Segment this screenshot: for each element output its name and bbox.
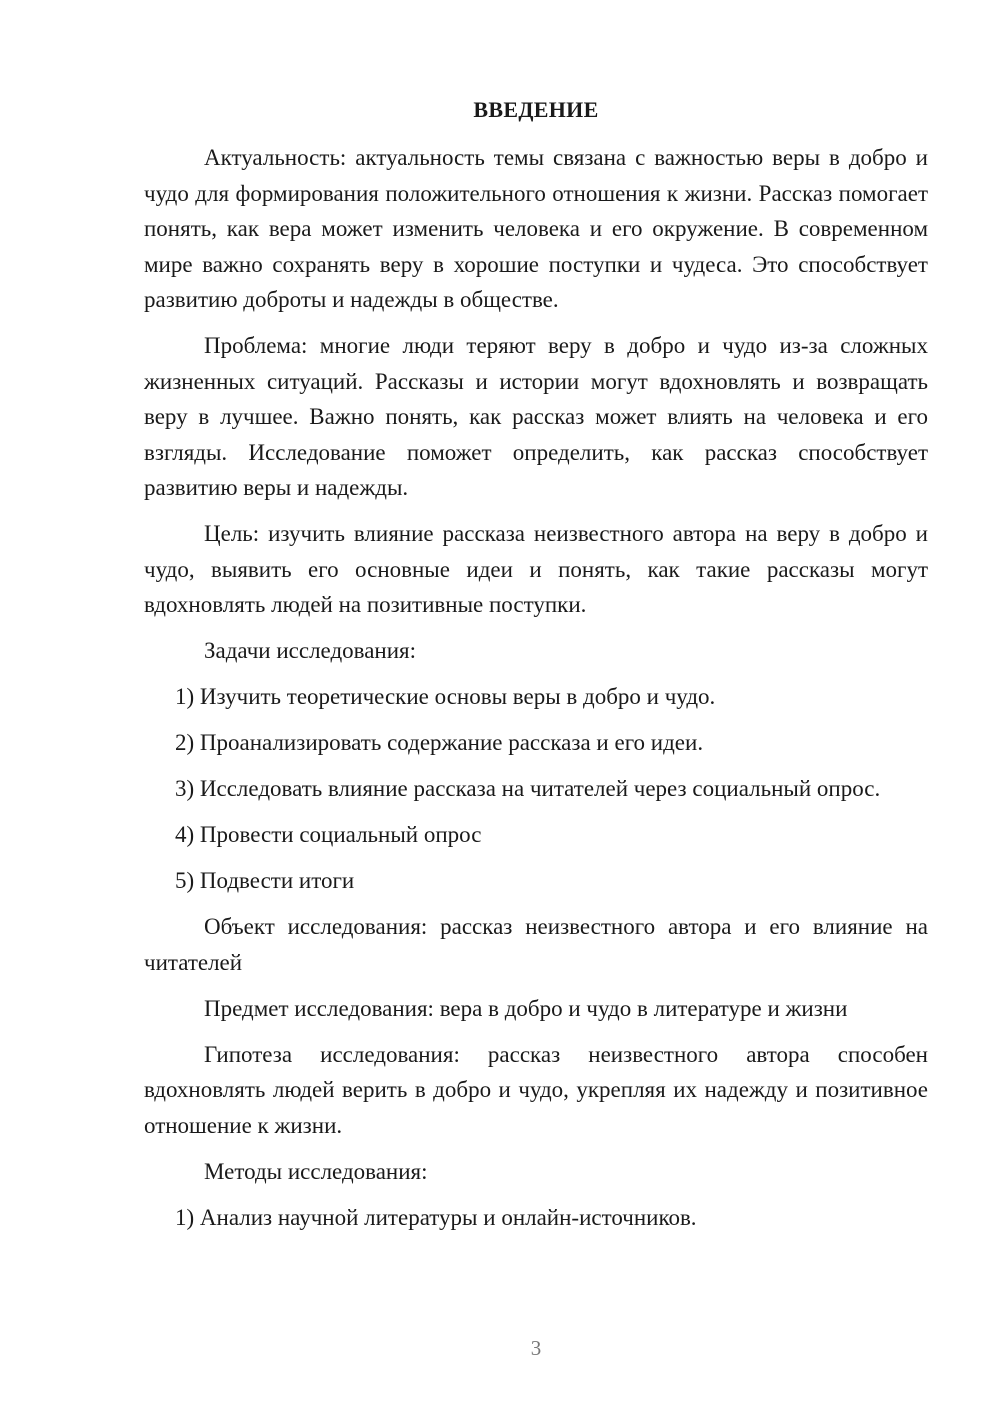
page-number: 3 <box>530 1336 542 1360</box>
paragraph-problem: Проблема: многие люди теряют веру в добро и чудо из-за сложных жизненных ситуаций. Рассказы и истории могут вдохновлять и возвращать веру в лучшее. Важно понять, как рассказ может влиять на человека и его взгляды. Исследование поможет определить, как рассказ способствует развитию веры и надежды. <box>144 333 928 500</box>
paragraph-tasks-heading: Задачи исследования: <box>204 638 417 663</box>
task-item-2: 2) Проанализировать содержание рассказа и его идеи. <box>175 730 704 755</box>
method-item-1: 1) Анализ научной литературы и онлайн-источников. <box>175 1204 697 1230</box>
task-item-3: 3) Исследовать влияние рассказа на читателей через социальный опрос. <box>175 776 881 801</box>
paragraph-subject: Предмет исследования: вера в добро и чудо в литературе и жизни <box>204 995 848 1021</box>
page-title: ВВЕДЕНИЕ <box>473 97 599 122</box>
paragraph-relevance: Актуальность: актуальность темы связана с важностью веры в добро и чудо для формирования положительного отношения к жизни. Рассказ помогает понять, как вера может изменить человека и его окружение. В современном мире важно сохранять веру в хорошие поступки и чудеса. Это способствует развитию доброты и надежды в обществе. <box>144 145 928 312</box>
document-body <box>144 140 928 1235</box>
paragraph-object: Объект исследования: рассказ неизвестного автора и его влияние на читателей <box>144 914 928 975</box>
task-item-4: 4) Провести социальный опрос <box>175 822 482 847</box>
paragraph-hypothesis: Гипотеза исследования: рассказ неизвестного автора способен вдохновлять людей верить в добро и чудо, укрепляя их надежду и позитивное отношение к жизни. <box>144 1041 928 1138</box>
paragraph-methods-heading: Методы исследования: <box>204 1158 428 1184</box>
task-item-1: 1) Изучить теоретические основы веры в добро и чудо. <box>175 684 716 709</box>
task-item-5: 5) Подвести итоги <box>175 868 355 893</box>
paragraph-goal: Цель: изучить влияние рассказа неизвестного автора на веру в добро и чудо, выявить его основные идеи и понять, как такие рассказы могут вдохновлять людей на позитивные поступки. <box>144 521 928 617</box>
